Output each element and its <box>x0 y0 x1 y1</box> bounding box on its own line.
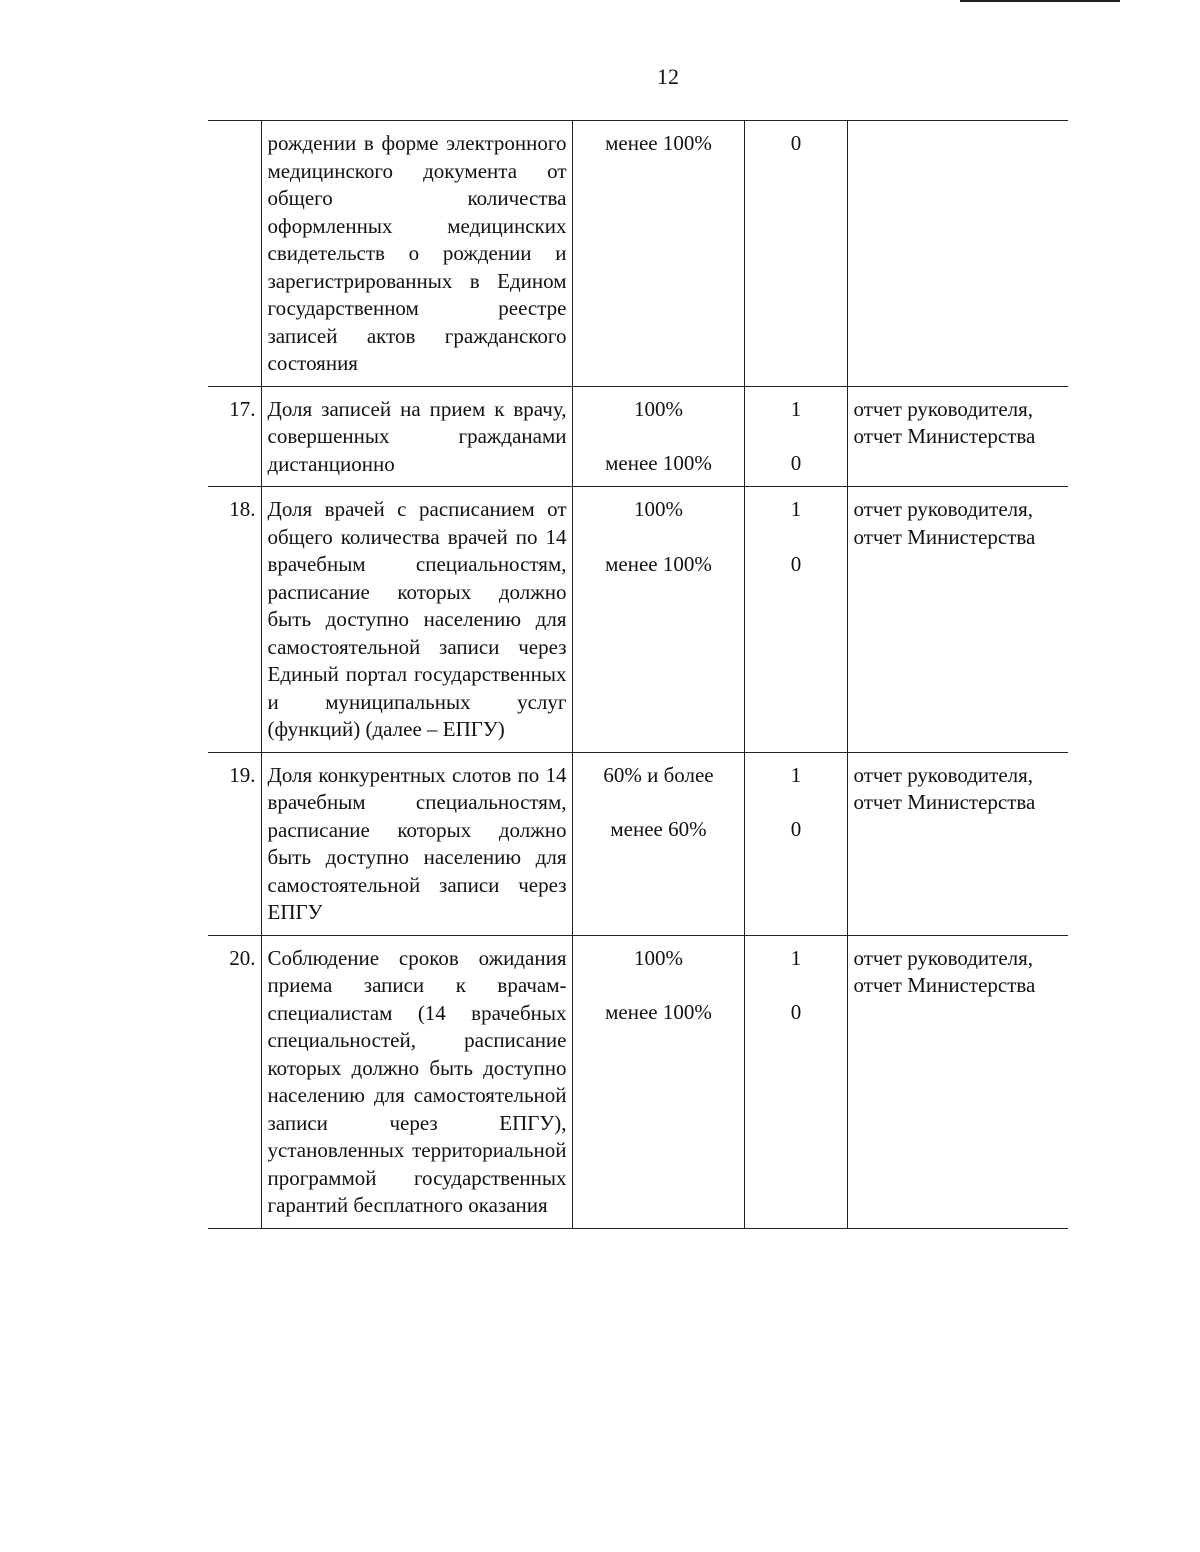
score-option: 0 <box>790 451 802 475</box>
value-option: менее 60% <box>610 817 707 841</box>
criterion-description: Доля записей на прием к врачу, совершенных гражданами дистанционно <box>261 386 572 487</box>
criterion-description: Соблюдение сроков ожидания приема записи к врачам-специалистам (14 врачебных специальностей, расписание которых должно быть доступно населению для самостоятельной записи через ЕПГУ), установленных территориальной программой государственных гарантий бесплатного оказания <box>261 935 572 1228</box>
criterion-scores <box>744 386 847 487</box>
table-row <box>208 386 1068 487</box>
value-option: 100% <box>634 945 683 970</box>
row-number <box>208 121 261 387</box>
score-option: 1 <box>790 497 802 521</box>
criterion-values <box>572 935 744 1228</box>
criterion-description: Доля врачей с расписанием от общего количества врачей по 14 врачебным специальностям, расписание которых должно быть доступно населению для самостоятельной записи через Единый портал государственных и муниципальных услуг (функций) (далее – ЕПГУ) <box>261 487 572 753</box>
criterion-scores <box>744 487 847 753</box>
table-row <box>208 121 1068 387</box>
top-edge-rule <box>960 0 1120 2</box>
table-row <box>208 487 1068 753</box>
value-option: менее 100% <box>605 451 712 475</box>
value-option: менее 100% <box>605 551 712 576</box>
data-source: отчет руководителя, отчет Министерства <box>847 752 1068 935</box>
score-option: 0 <box>790 817 802 841</box>
criterion-values <box>572 386 744 487</box>
value-option: 100% <box>634 497 683 521</box>
criterion-values <box>572 487 744 753</box>
value-option: 100% <box>634 396 683 421</box>
value-option: менее 100% <box>605 131 712 155</box>
data-source <box>847 121 1068 387</box>
score-option: 1 <box>790 396 802 421</box>
row-number: 18. <box>208 487 261 753</box>
value-option: 60% и более <box>603 762 714 787</box>
value-option: менее 100% <box>605 1000 712 1024</box>
criterion-description: Доля конкурентных слотов по 14 врачебным специальностям, расписание которых должно быть доступно населению для самостоятельной записи через ЕПГУ <box>261 752 572 935</box>
data-source: отчет руководителя, отчет Министерства <box>847 935 1068 1228</box>
data-source: отчет руководителя, отчет Министерства <box>847 386 1068 487</box>
data-source: отчет руководителя, отчет Министерства <box>847 487 1068 753</box>
score-option: 0 <box>790 131 802 155</box>
row-number: 20. <box>208 935 261 1228</box>
row-number: 19. <box>208 752 261 935</box>
criteria-table <box>208 120 1068 1229</box>
criterion-scores <box>744 121 847 387</box>
row-number: 17. <box>208 386 261 487</box>
criterion-description: рождении в форме электронного медицинского документа от общего количества оформленных медицинских свидетельств о рождении и зарегистрированных в Едином государственном реестре записей актов гражданского состояния <box>261 121 572 387</box>
score-option: 0 <box>790 551 802 576</box>
score-option: 0 <box>790 1000 802 1024</box>
score-option: 1 <box>790 762 802 787</box>
table-row <box>208 935 1068 1228</box>
criterion-values <box>572 752 744 935</box>
criterion-scores <box>744 752 847 935</box>
criterion-values <box>572 121 744 387</box>
page-number: 12 <box>657 64 679 89</box>
table-row <box>208 752 1068 935</box>
score-option: 1 <box>790 945 802 970</box>
criterion-scores <box>744 935 847 1228</box>
